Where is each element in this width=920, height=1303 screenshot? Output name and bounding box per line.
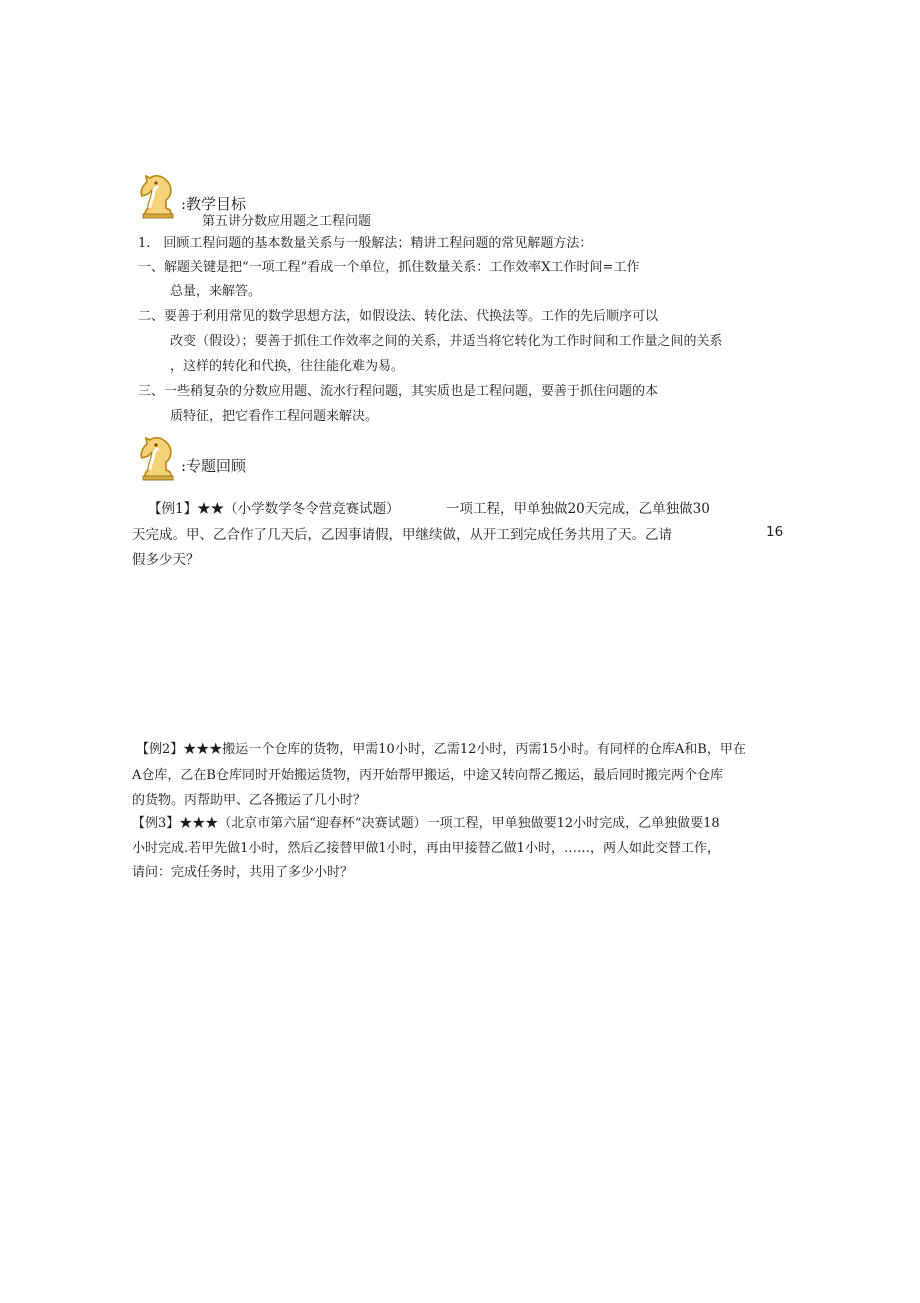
example-3-line-1: 【例3】★★★（北京市第六届“迎春杯”决赛试题）一项工程，甲单独做要12小时完成，乙单独做要18	[132, 816, 720, 831]
example-1-number: 16	[766, 524, 784, 540]
goal-c-line-1: 三、一些稍复杂的分数应用题、流水行程问题，其实质也是工程问题，要善于抓住问题的本	[138, 384, 659, 399]
chess-knight-icon	[136, 170, 180, 220]
example-1-line-2: 天完成。甲、乙合作了几天后，乙因事请假，甲继续做，从开工到完成任务共用了天。乙请	[132, 527, 672, 543]
lecture-subtitle: 第五讲分数应用题之工程问题	[202, 214, 372, 229]
example-1-tag: 【例1】★★（小学数学冬令营竞赛试题）	[148, 501, 400, 517]
goal-a-line-2: 总量，来解答。	[170, 284, 262, 299]
example-3-line-2: 小时完成.若甲先做1小时，然后乙接替甲做1小时，再由甲接替乙做1小时，……，两人如此交替工作，	[132, 841, 720, 856]
example-2-line-1: 【例2】★★★搬运一个仓库的货物，甲需10小时，乙需12小时，丙需15小时。有同样的仓库A和B，甲在	[136, 742, 746, 757]
goal-b-line-1: 二、要善于利用常见的数学思想方法，如假设法、转化法、代换法等。工作的先后顺序可以	[138, 309, 659, 324]
goal-b-line-3: ，这样的转化和代换，往往能化难为易。	[170, 359, 405, 374]
goal-b-line-2: 改变（假设）；要善于抓住工作效率之间的关系，并适当将它转化为工作时间和工作量之间的关系	[170, 334, 723, 349]
section-title-review: :专题回顾	[181, 457, 247, 475]
chess-knight-icon	[136, 432, 180, 482]
example-1-line-1: 一项工程，甲单独做20天完成，乙单独做30	[446, 501, 710, 517]
section-title-goals: :教学目标	[181, 195, 247, 213]
goal-a-line-1: 一、解题关键是把“一项工程”看成一个单位，抓住数量关系：工作效率X工作时间=工作	[138, 260, 640, 275]
example-3-line-3: 请问：完成任务时，共用了多少小时？	[132, 865, 354, 880]
example-2-line-3: 的货物。丙帮助甲、乙各搬运了几小时？	[132, 793, 367, 808]
example-1-line-3: 假多少天？	[132, 552, 200, 568]
goal-item-1: 1. 回顾工程问题的基本数量关系与一般解法；精讲工程问题的常见解题方法：	[138, 236, 593, 251]
example-2-line-2: A仓库，乙在B仓库同时开始搬运货物，丙开始帮甲搬运，中途又转向帮乙搬运，最后同时搬完两个仓库	[132, 768, 723, 783]
goal-c-line-2: 质特征，把它看作工程问题来解决。	[170, 409, 379, 424]
